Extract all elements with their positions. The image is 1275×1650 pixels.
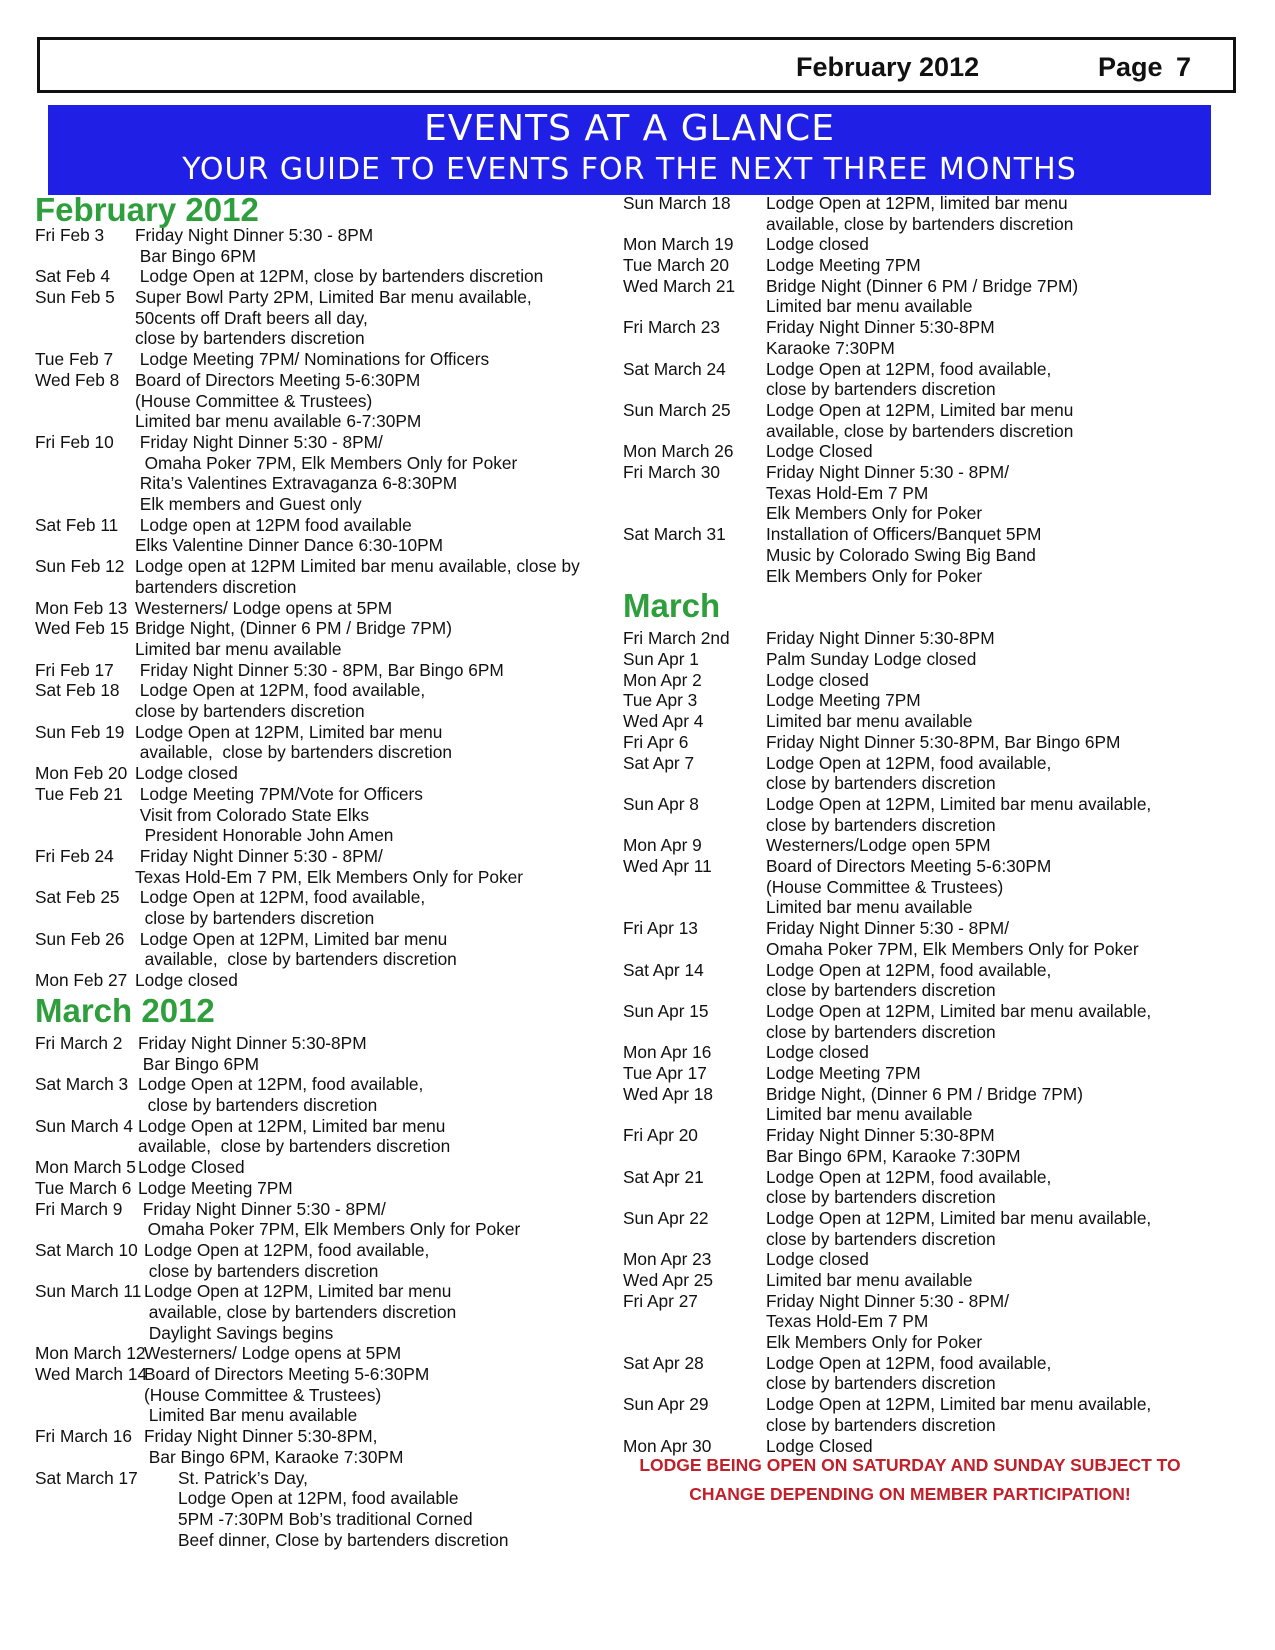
event-detail: Friday Night Dinner 5:30-8PM, (144, 1426, 378, 1447)
event-detail: Lodge Open at 12PM, Limited bar menu available, (766, 1207, 1152, 1228)
event-row (35, 1240, 605, 1281)
event-detail: Super Bowl Party 2PM, Limited Bar menu available, (135, 287, 532, 308)
event-detail: President Honorable John Amen (135, 825, 394, 846)
event-detail: Friday Night Dinner 5:30 - 8PM, Bar Bingo 6PM (135, 659, 504, 680)
events-banner (48, 105, 1211, 195)
event-detail: Texas Hold-Em 7 PM (766, 482, 929, 503)
event-date: Fri Apr 6 (623, 731, 689, 752)
event-date: Fri March 2 (35, 1032, 123, 1053)
event-date: Wed Apr 18 (623, 1083, 713, 1104)
event-date: Sun Feb 12 (35, 556, 125, 577)
event-detail: Elk Members Only for Poker (766, 1332, 983, 1353)
event-row (623, 711, 1223, 732)
event-detail: Lodge Meeting 7PM/ Nominations for Officers (135, 349, 490, 370)
event-date: Fri March 2nd (623, 628, 730, 649)
event-date: Wed Feb 15 (35, 618, 129, 639)
event-date: Sun March 11 (35, 1281, 142, 1302)
event-row (35, 287, 605, 349)
event-row (35, 680, 605, 721)
event-date: Wed Apr 4 (623, 711, 704, 732)
event-row (623, 234, 1223, 255)
event-detail: Lodge Open at 12PM, food available, (138, 1074, 424, 1095)
event-date: Wed Apr 25 (623, 1270, 713, 1290)
event-detail: Lodge Open at 12PM, food available, (135, 887, 426, 908)
event-date: Wed Feb 8 (35, 369, 120, 390)
event-date: Fri March 9 (35, 1198, 123, 1219)
event-row (35, 1157, 605, 1178)
event-detail: close by bartenders discretion (766, 1414, 996, 1435)
event-detail: Limited bar menu available (766, 1270, 973, 1290)
event-detail: Lodge closed (766, 1249, 869, 1270)
event-detail: Lodge Open at 12PM, food available (178, 1488, 459, 1509)
event-date: Sun Feb 19 (35, 721, 125, 742)
event-detail: Lodge Open at 12PM, Limited bar menu (138, 1115, 446, 1136)
event-detail: Westerners/ Lodge opens at 5PM (135, 597, 393, 618)
event-row (623, 628, 1223, 649)
event-row (35, 929, 605, 970)
event-row (623, 441, 1223, 462)
event-detail: Limited bar menu available (766, 296, 973, 317)
event-detail: available, close by bartenders discretion (766, 420, 1074, 441)
event-detail: Lodge Meeting 7PM/Vote for Officers (135, 783, 423, 804)
event-detail: Lodge Open at 12PM, food available, (766, 1166, 1052, 1187)
event-row (35, 887, 605, 928)
event-row (35, 598, 605, 619)
section-heading-march: March 2012 (35, 992, 215, 1029)
event-row (35, 618, 605, 659)
event-row (623, 462, 1223, 524)
event-row (35, 1033, 605, 1074)
event-detail: Lodge Meeting 7PM (766, 1063, 921, 1083)
event-row (35, 432, 605, 515)
event-detail: Lodge Open at 12PM, Limited bar menu (144, 1281, 452, 1302)
event-date: Sun Feb 26 (35, 928, 125, 949)
event-detail: St. Patrick’s Day, (178, 1467, 308, 1488)
event-detail: Westerners/Lodge open 5PM (766, 835, 991, 856)
event-detail: Bar Bingo 6PM, Karaoke 7:30PM (766, 1145, 1021, 1166)
event-detail: 50cents off Draft beers all day, (135, 307, 368, 328)
event-detail: Bridge Night (Dinner 6 PM / Bridge 7PM) (766, 275, 1079, 296)
event-detail: Board of Directors Meeting 5-6:30PM (766, 856, 1052, 876)
event-detail: Lodge Open at 12PM, food available, (144, 1239, 430, 1260)
event-date: Sat Feb 4 (35, 266, 110, 287)
event-detail: available, close by bartenders discretion (144, 1301, 457, 1322)
event-row (623, 835, 1223, 856)
event-date: Sat March 24 (623, 358, 726, 379)
event-detail: Lodge Open at 12PM, food available, (135, 680, 426, 701)
event-detail: Texas Hold-Em 7 PM (766, 1311, 929, 1332)
event-row (35, 1074, 605, 1115)
event-detail: Friday Night Dinner 5:30 - 8PM/ (766, 1290, 1009, 1311)
event-detail: Installation of Officers/Banquet 5PM (766, 524, 1042, 545)
event-row (35, 1343, 605, 1364)
event-detail: (House Committee & Trustees) (144, 1384, 382, 1405)
event-row (623, 960, 1223, 1001)
event-detail: Palm Sunday Lodge closed (766, 649, 977, 669)
event-date: Mon Feb 20 (35, 763, 128, 784)
event-detail: Limited bar menu available (766, 897, 973, 918)
event-date: Wed Apr 11 (623, 856, 712, 876)
event-detail: Omaha Poker 7PM, Elk Members Only for Poker (138, 1219, 521, 1240)
event-date: Fri Feb 3 (35, 225, 105, 245)
event-detail: Lodge Meeting 7PM (766, 690, 921, 711)
event-row (35, 1116, 605, 1157)
event-detail: close by bartenders discretion (766, 1021, 996, 1042)
event-row (623, 1167, 1223, 1208)
event-date: Tue Apr 3 (623, 690, 698, 711)
event-detail: Bridge Night, (Dinner 6 PM / Bridge 7PM) (135, 618, 452, 639)
page-number: Page 7 (1098, 52, 1192, 82)
event-row (35, 1468, 605, 1551)
event-date: Fri March 16 (35, 1426, 132, 1447)
event-detail: Lodge Open at 12PM, Limited bar menu (766, 400, 1074, 420)
event-detail: Lodge Open at 12PM, Limited bar menu available, (766, 793, 1152, 814)
banner-subtitle: YOUR GUIDE TO EVENTS FOR THE NEXT THREE MONTHS (182, 152, 1077, 187)
event-date: Sat March 3 (35, 1074, 129, 1095)
event-detail: close by bartenders discretion (135, 701, 365, 722)
event-detail: Friday Night Dinner 5:30 - 8PM/ (135, 432, 383, 452)
event-detail: (House Committee & Trustees) (766, 876, 1004, 897)
event-detail: close by bartenders discretion (766, 773, 996, 794)
event-date: Mon March 19 (623, 234, 734, 255)
event-date: Sat Apr 14 (623, 959, 704, 980)
event-detail: available, close by bartenders discretion (138, 1136, 451, 1157)
page-header (37, 37, 1236, 93)
event-detail: Lodge Meeting 7PM (766, 255, 921, 276)
event-detail: Westerners/ Lodge opens at 5PM (144, 1343, 402, 1364)
event-detail: Elk Members Only for Poker (766, 565, 983, 586)
event-detail: Friday Night Dinner 5:30-8PM (766, 317, 995, 338)
event-detail: Visit from Colorado State Elks (135, 804, 370, 825)
event-date: Sat Apr 28 (623, 1352, 704, 1373)
event-row (623, 193, 1223, 234)
event-row (623, 753, 1223, 794)
event-date: Sat Apr 21 (623, 1166, 704, 1187)
event-row (35, 1281, 605, 1343)
right-column (623, 193, 1223, 1455)
event-date: Sun March 25 (623, 400, 731, 420)
event-row (35, 266, 605, 287)
event-date: Sat Feb 18 (35, 680, 120, 701)
event-date: Mon Apr 2 (623, 669, 702, 690)
event-detail: available, close by bartenders discretion (135, 742, 452, 763)
event-row (623, 1084, 1223, 1125)
event-detail: available, close by bartenders discretion (766, 213, 1074, 234)
event-detail: close by bartenders discretion (144, 1260, 379, 1281)
event-detail: Lodge Meeting 7PM (138, 1177, 293, 1198)
event-detail: Friday Night Dinner 5:30-8PM (766, 628, 995, 649)
event-date: Fri Feb 17 (35, 659, 114, 680)
event-detail: close by bartenders discretion (135, 908, 375, 929)
event-detail: Lodge closed (766, 234, 869, 255)
event-detail: Limited bar menu available 6-7:30PM (135, 411, 422, 432)
event-detail: Lodge Open at 12PM, food available, (766, 959, 1052, 980)
event-row (623, 255, 1223, 276)
event-date: Tue March 6 (35, 1177, 132, 1198)
event-detail: Lodge Open at 12PM, Limited bar menu (135, 928, 448, 949)
event-date: Fri March 23 (623, 317, 720, 338)
event-row (623, 1063, 1223, 1084)
event-detail: Lodge Open at 12PM, Limited bar menu available, (766, 1000, 1152, 1021)
event-row (623, 1353, 1223, 1394)
event-detail: Lodge closed (766, 669, 869, 690)
event-detail: close by bartenders discretion (138, 1094, 378, 1115)
event-row (35, 556, 605, 597)
event-date: Fri Feb 10 (35, 432, 114, 452)
event-date: Mon March 5 (35, 1157, 136, 1178)
event-detail: Lodge closed (135, 763, 238, 784)
section-heading-february: February 2012 (35, 191, 259, 228)
event-detail: Lodge open at 12PM food available (135, 514, 412, 535)
event-row (623, 1125, 1223, 1166)
event-detail: Bar Bingo 6PM, Karaoke 7:30PM (144, 1446, 404, 1467)
left-column (35, 193, 605, 1553)
event-detail: Omaha Poker 7PM, Elk Members Only for Poker (135, 452, 518, 473)
event-date: Sun March 18 (623, 193, 731, 213)
event-detail: Lodge Closed (138, 1157, 245, 1178)
event-detail: Lodge Open at 12PM, limited bar menu (766, 193, 1068, 213)
event-row (623, 400, 1223, 441)
event-row (623, 690, 1223, 711)
event-row (35, 846, 605, 887)
event-row (623, 1208, 1223, 1249)
event-date: Mon Apr 30 (623, 1435, 712, 1456)
event-date: Tue Feb 21 (35, 783, 123, 804)
event-detail: Lodge Open at 12PM, food available, (766, 752, 1052, 773)
event-date: Fri March 30 (623, 462, 720, 483)
event-date: Sun Feb 5 (35, 287, 115, 308)
event-detail: Lodge closed (135, 970, 238, 991)
event-detail: Limited bar menu available (766, 1104, 973, 1125)
event-detail: Limited Bar menu available (144, 1405, 358, 1426)
issue-date: February 2012 (796, 52, 980, 82)
event-row (623, 649, 1223, 670)
event-detail: close by bartenders discretion (766, 1373, 996, 1394)
event-date: Mon Apr 9 (623, 835, 702, 856)
event-date: Tue Apr 17 (623, 1063, 707, 1083)
event-detail: Elk members and Guest only (135, 494, 362, 515)
event-date: Tue Feb 7 (35, 349, 114, 370)
event-detail: Friday Night Dinner 5:30 - 8PM/ (138, 1198, 386, 1219)
event-detail: Omaha Poker 7PM, Elk Members Only for Poker (766, 938, 1139, 959)
event-row (623, 1042, 1223, 1063)
event-detail: Music by Colorado Swing Big Band (766, 544, 1036, 565)
event-detail: Lodge Open at 12PM, food available, (766, 358, 1052, 379)
footer-notice-line-2: CHANGE DEPENDING ON MEMBER PARTICIPATION! (689, 1484, 1131, 1504)
event-row (623, 794, 1223, 835)
event-row (35, 225, 605, 266)
footer-notice (630, 1455, 1190, 1505)
footer-notice-line-1: LODGE BEING OPEN ON SATURDAY AND SUNDAY SUBJECT TO (639, 1455, 1181, 1475)
event-detail: Bridge Night, (Dinner 6 PM / Bridge 7PM) (766, 1083, 1083, 1104)
event-row (35, 970, 605, 991)
event-detail: 5PM -7:30PM Bob’s traditional Corned (178, 1508, 473, 1529)
event-detail: Friday Night Dinner 5:30 - 8PM (135, 225, 374, 245)
event-date: Sun Apr 15 (623, 1000, 709, 1021)
event-detail: Friday Night Dinner 5:30 - 8PM/ (766, 918, 1009, 939)
event-date: Mon March 26 (623, 441, 734, 462)
event-row (35, 1426, 605, 1467)
event-detail: Board of Directors Meeting 5-6:30PM (144, 1364, 430, 1385)
event-detail: Lodge Open at 12PM, Limited bar menu available, (766, 1394, 1152, 1415)
event-detail: Friday Night Dinner 5:30-8PM (138, 1032, 367, 1053)
event-row (35, 784, 605, 846)
event-detail: Elk Members Only for Poker (766, 503, 983, 524)
event-detail: Friday Night Dinner 5:30 - 8PM/ (766, 462, 1009, 483)
event-detail: Beef dinner, Close by bartenders discretion (178, 1529, 509, 1550)
event-detail: Bar Bingo 6PM (135, 245, 257, 266)
event-detail: Lodge Open at 12PM, Limited bar menu (135, 721, 443, 742)
event-detail: Friday Night Dinner 5:30-8PM (766, 1125, 995, 1146)
event-detail: Lodge Closed (766, 441, 873, 462)
event-detail: close by bartenders discretion (766, 1187, 996, 1208)
event-detail: Karaoke 7:30PM (766, 337, 895, 358)
event-detail: close by bartenders discretion (766, 1228, 996, 1249)
event-detail: Friday Night Dinner 5:30 - 8PM/ (135, 846, 383, 866)
event-date: Fri Apr 27 (623, 1290, 698, 1311)
event-date: Wed March 21 (623, 275, 736, 296)
event-date: Sun Apr 1 (623, 649, 699, 669)
event-row (623, 1291, 1223, 1353)
event-date: Mon Apr 23 (623, 1249, 712, 1270)
event-row (35, 660, 605, 681)
event-row (35, 349, 605, 370)
event-detail: bartenders discretion (135, 576, 297, 597)
event-row (35, 763, 605, 784)
event-row (623, 918, 1223, 959)
event-detail: close by bartenders discretion (766, 814, 996, 835)
event-date: Wed March 14 (35, 1364, 148, 1385)
event-row (623, 1394, 1223, 1435)
event-date: Mon Apr 16 (623, 1042, 712, 1063)
event-row (35, 722, 605, 763)
event-detail: available, close by bartenders discretion (135, 949, 457, 970)
event-date: Sat March 31 (623, 524, 726, 545)
event-date: Tue March 20 (623, 255, 729, 276)
event-row (623, 732, 1223, 753)
event-detail: Lodge open at 12PM Limited bar menu available, close by (135, 556, 580, 577)
event-detail: Limited bar menu available (766, 711, 973, 732)
event-date: Mon Feb 27 (35, 970, 128, 991)
event-detail: Lodge Open at 12PM, close by bartenders discretion (135, 266, 544, 287)
event-detail: close by bartenders discretion (766, 980, 996, 1001)
event-detail: Lodge closed (766, 1042, 869, 1063)
event-detail: Elks Valentine Dinner Dance 6:30-10PM (135, 535, 444, 556)
section-heading-march-right: March (623, 587, 721, 624)
event-date: Sun Apr 8 (623, 793, 699, 814)
event-row (623, 1001, 1223, 1042)
event-date: Sun Apr 22 (623, 1207, 709, 1228)
event-row (623, 670, 1223, 691)
event-detail: Lodge Closed (766, 1435, 873, 1456)
event-date: Mon March 12 (35, 1343, 146, 1364)
event-row (35, 370, 605, 432)
event-detail: close by bartenders discretion (766, 379, 996, 400)
event-row (623, 856, 1223, 918)
event-detail: Board of Directors Meeting 5-6:30PM (135, 369, 421, 390)
event-date: Fri Feb 24 (35, 846, 114, 866)
event-row (623, 524, 1223, 586)
event-date: Sat March 17 (35, 1467, 138, 1488)
event-row (35, 1178, 605, 1199)
event-row (35, 1199, 605, 1240)
event-date: Sun Apr 29 (623, 1394, 709, 1415)
event-date: Sat Feb 11 (35, 514, 119, 535)
event-detail: Rita’s Valentines Extravaganza 6-8:30PM (135, 473, 458, 494)
event-row (623, 276, 1223, 317)
event-row (623, 317, 1223, 358)
event-detail: Limited bar menu available (135, 638, 342, 659)
event-detail: Texas Hold-Em 7 PM, Elk Members Only for Poker (135, 866, 523, 887)
event-row (623, 1436, 1223, 1457)
event-detail: Friday Night Dinner 5:30-8PM, Bar Bingo 6PM (766, 731, 1121, 752)
event-date: Sun March 4 (35, 1115, 133, 1136)
event-date: Fri Apr 13 (623, 918, 698, 939)
event-date: Sat March 10 (35, 1239, 138, 1260)
event-date: Sat Apr 7 (623, 752, 695, 773)
event-date: Sat Feb 25 (35, 887, 120, 908)
event-row (623, 359, 1223, 400)
event-row (623, 1270, 1223, 1291)
event-detail: Lodge Open at 12PM, food available, (766, 1352, 1052, 1373)
event-date: Mon Feb 13 (35, 597, 128, 618)
event-row (623, 1249, 1223, 1270)
event-detail: Daylight Savings begins (144, 1322, 334, 1343)
event-detail: Bar Bingo 6PM (138, 1053, 260, 1074)
event-detail: close by bartenders discretion (135, 328, 365, 349)
event-row (35, 1364, 605, 1426)
banner-title: EVENTS AT A GLANCE (424, 108, 835, 149)
event-row (35, 515, 605, 556)
event-date: Fri Apr 20 (623, 1125, 698, 1146)
event-detail: (House Committee & Trustees) (135, 390, 373, 411)
